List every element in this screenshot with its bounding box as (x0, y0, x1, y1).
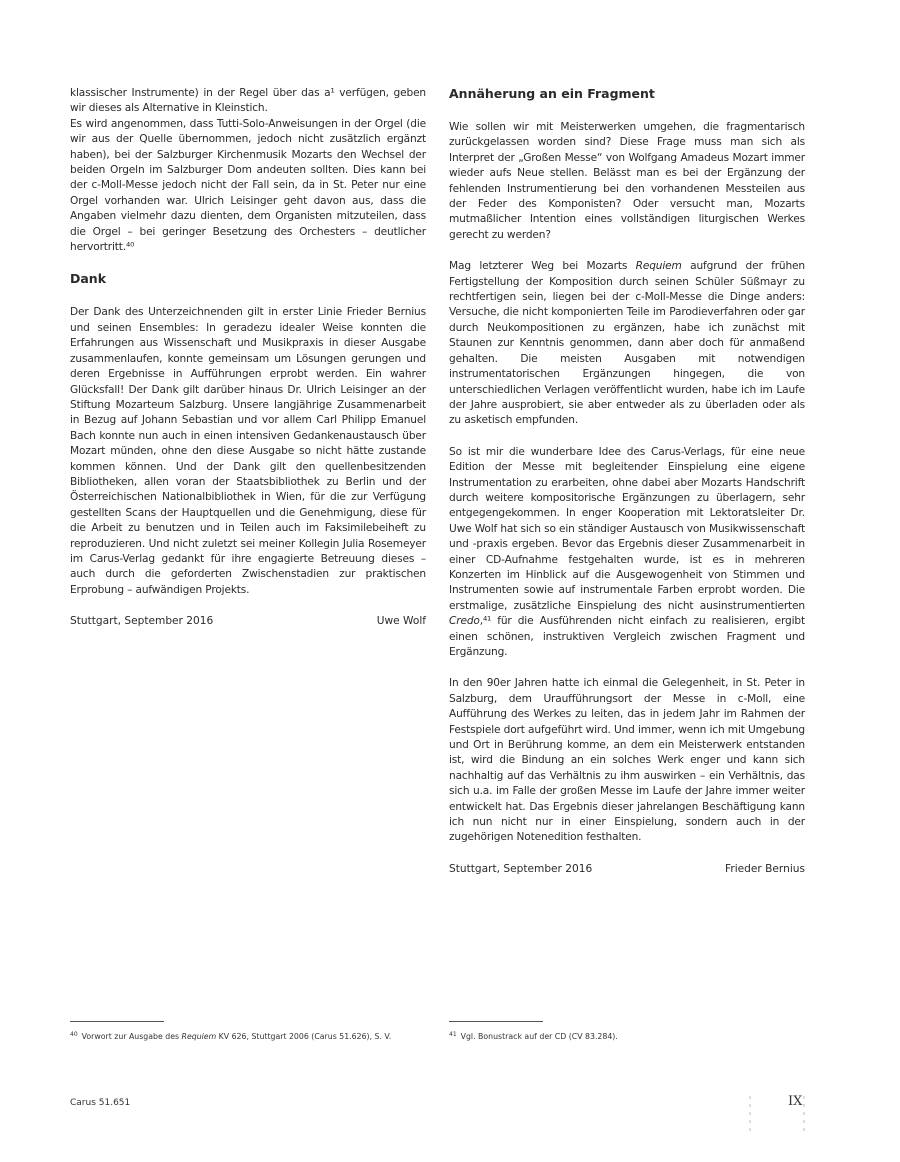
right-column (449, 86, 805, 877)
paragraph-1: Wie sollen wir mit Meisterwerken umgehen, die fragmentarisch zurückgelassen worden sind? Diese Frage muss man sich als Interpret der „Großen Messe“ von Wolfgang Amadeus Mozart immer wieder aufs Neue stellen. Belässt man es bei der Ergänzung der fehlenden Instrumentierung bei den vorhandenen Messteilen aus der Feder des Komponisten? Oder versucht man, Mozarts mutmaßlicher Intention eines vollständigen liturgischen Werkes gerecht zu werden? (449, 121, 805, 241)
footnote-41-number: 41 (449, 1031, 457, 1038)
signature-name: Uwe Wolf (376, 615, 426, 628)
signature-place-date: Stuttgart, September 2016 (449, 862, 593, 875)
footnote-41-text: Vgl. Bonustrack auf der CD (CV 83.284). (460, 1032, 618, 1041)
footnote-40-text-a: Vorwort zur Ausgabe des (81, 1032, 182, 1041)
paragraph-2-requiem: Requiem (635, 260, 682, 273)
footnote-40-number: 40 (70, 1031, 78, 1038)
signature-name: Frieder Bernius (725, 862, 805, 875)
paragraph-4: In den 90er Jahren hatte ich einmal die Gelegenheit, in St. Peter in Salzburg, dem Uraufführungsort der Messe in c-Moll, eine Aufführung des Werkes zu leiten, das in jedem Jahr im Rahmen der Festspiele dort aufgeführt wird. Und immer, wenn ich mit Umgebung und Ort in Berührung komme, an dem ein Meisterwerk entstanden ist, wird die Bindung an ein solches Werk enger und kann sich nachhaltig auf das Verhältnis zu ihm auswirken – ein Verhältnis, das sich u.a. im Falle der großen Messe im Laufe der Jahre immer weiter entwickelt hat. Das Ergebnis dieser jahrelangen Beschäftigung kann ich nun nicht nur in einer Einspielung, sondern auch in der zugehörigen Notenedition festhalten. (449, 677, 805, 844)
footnote-40-text-b: KV 626, Stuttgart 2006 (Carus 51.626), S. V. (216, 1032, 392, 1041)
signature-uwe-wolf (70, 614, 426, 629)
paragraph-3-credo: Credo (449, 615, 480, 628)
paragraph-3-text-b: ,⁴¹ für die Ausführenden nicht einfach zu realisieren, ergibt einen schönen, instruktiven Vergleich zwischen Fragment und Ergänzung. (449, 615, 805, 658)
signature-frieder-bernius (449, 862, 805, 877)
paragraph-3 (449, 445, 805, 661)
footnote-40 (70, 1029, 391, 1042)
footnote-rule-left (70, 1021, 164, 1022)
heading-dank: Dank (70, 271, 107, 287)
footnote-40-requiem: Requiem (181, 1032, 217, 1041)
paragraph-2-text-a: Mag letzterer Weg bei Mozarts (449, 260, 636, 273)
paragraph-3-text-a: So ist mir die wunderbare Idee des Carus-Verlags, für eine neue Edition der Messe mit begleitender Einspielung eine eigene Instrumentation zu erarbeiten, ohne dabei aber Mozarts Handschrift durch weitere kompositorische Ergänzungen zu überlagern, sehr entgegengekommen. In enger Kooperation mit Lektoratsleiter Dr. Uwe Wolf hat sich so ein ständiger Austausch von Musikwissenschaft und -praxis ergeben. Bevor das Ergebnis dieser Zusammenarbeit in einer CD-Aufnahme festgehalten wurde, ist es in mehreren Konzerten im Hinblick auf die Ausgewogenheit von Stimmen und Instrumenten sowie auf instrumentale Farben erprobt worden. Die erstmalige, zusätzliche Einspielung des nicht ausinstrumentierten (449, 445, 805, 612)
paragraph-dank: Der Dank des Unterzeichnenden gilt in erster Linie Frieder Bernius und seinen Ensembles: In geradezu idealer Weise konnten die Erfahrungen aus Wissenschaft und Musikpraxis in dieser Ausgabe zusammenlaufen, konnte gemeinsam um Lösungen gerungen und deren Ergebnisse in Aufführungen erprobt werden. Ein wahrer Glücksfall! Der Dank gilt darüber hinaus Dr. Ulrich Leisinger an der Stiftung Mozarteum Salzburg. Unsere langjährige Zusammenarbeit in Bezug auf Johann Sebastian und vor allem Carl Philipp Emanuel Bach konnte nun auch in einen intensiven Gedankenaustausch über Mozart münden, ohne den diese Ausgabe so nicht hätte zustande kommen können. Und der Dank gilt den quellenbesitzenden Bibliotheken, allen voran der Staatsbibliothek zu Berlin und der Österreichischen Nationalbibliothek in Wien, für die zur Verfügung gestellten Scans der Hauptquellen und die Genehmigung, diese für die Arbeit zu benutzen und in Teilen auch im Faksimilebeiheft zu reproduzieren. Und nicht zuletzt sei meiner Kollegin Julia Rosemeyer im Carus-Verlag gedankt für ihre engagierte Betreuung dieses – auch durch die geforderten Zwischenstadien zur praktischen Erprobung – aufwändigen Projekts. (70, 306, 426, 596)
paragraph-2-text-b: aufgrund der frühen Fertigstellung der Komposition durch seinen Schüler Süßmayr zu rechtfertigen sein, liegen bei der c-Moll-Messe die Dinge anders: Versuche, die nicht komponierten Teile im Parodieverfahren oder gar durch Neukompositionen zu ergänzen, habe ich zunächst mit Staunen zur Kenntnis genommen, dann aber doch für anmaßend gehalten. Die meisten Ausgaben mit notwendigen instrumentatorischen Ergänzungen hingegen, die von unterschiedlichen Verlagen veröffentlicht wurden, habe ich im Laufe der Jahre ausprobiert, sie aber entweder als zu überladen oder als zu asketisch empfunden. (449, 260, 805, 427)
left-column (70, 86, 426, 629)
paragraph-2 (449, 259, 805, 428)
paragraph-intro: klassischer Instrumente) in der Regel über das a¹ verfügen, geben wir dieses als Alternative in Kleinstich. (70, 87, 426, 115)
page-number: IX (788, 1094, 803, 1109)
signature-place-date: Stuttgart, September 2016 (70, 615, 214, 628)
catalog-number: Carus 51.651 (70, 1098, 131, 1108)
heading-fragment: Annäherung an ein Fragment (449, 86, 655, 101)
footnote-41 (449, 1029, 618, 1042)
footnote-rule-right (449, 1021, 543, 1022)
paragraph-orgel: Es wird angenommen, dass Tutti-Solo-Anweisungen in der Orgel (die wir aus der Quelle übernommen, jedoch nicht zusätzlich ergänzt haben), bei der Salzburger Kirchenmusik Mozarts den Wechsel der beiden Orgeln im Salzburger Dom andeuten sollten. Dies kann bei der c-Moll-Messe jedoch nicht der Fall sein, da in St. Peter nur eine Orgel vorhanden war. Ulrich Leisinger geht davon aus, dass die Angaben vielmehr dazu dienten, dem Organisten mitzuteilen, dass die Orgel – bei geringer Besetzung des Orchesters – deutlicher hervortritt.⁴⁰ (70, 117, 426, 254)
